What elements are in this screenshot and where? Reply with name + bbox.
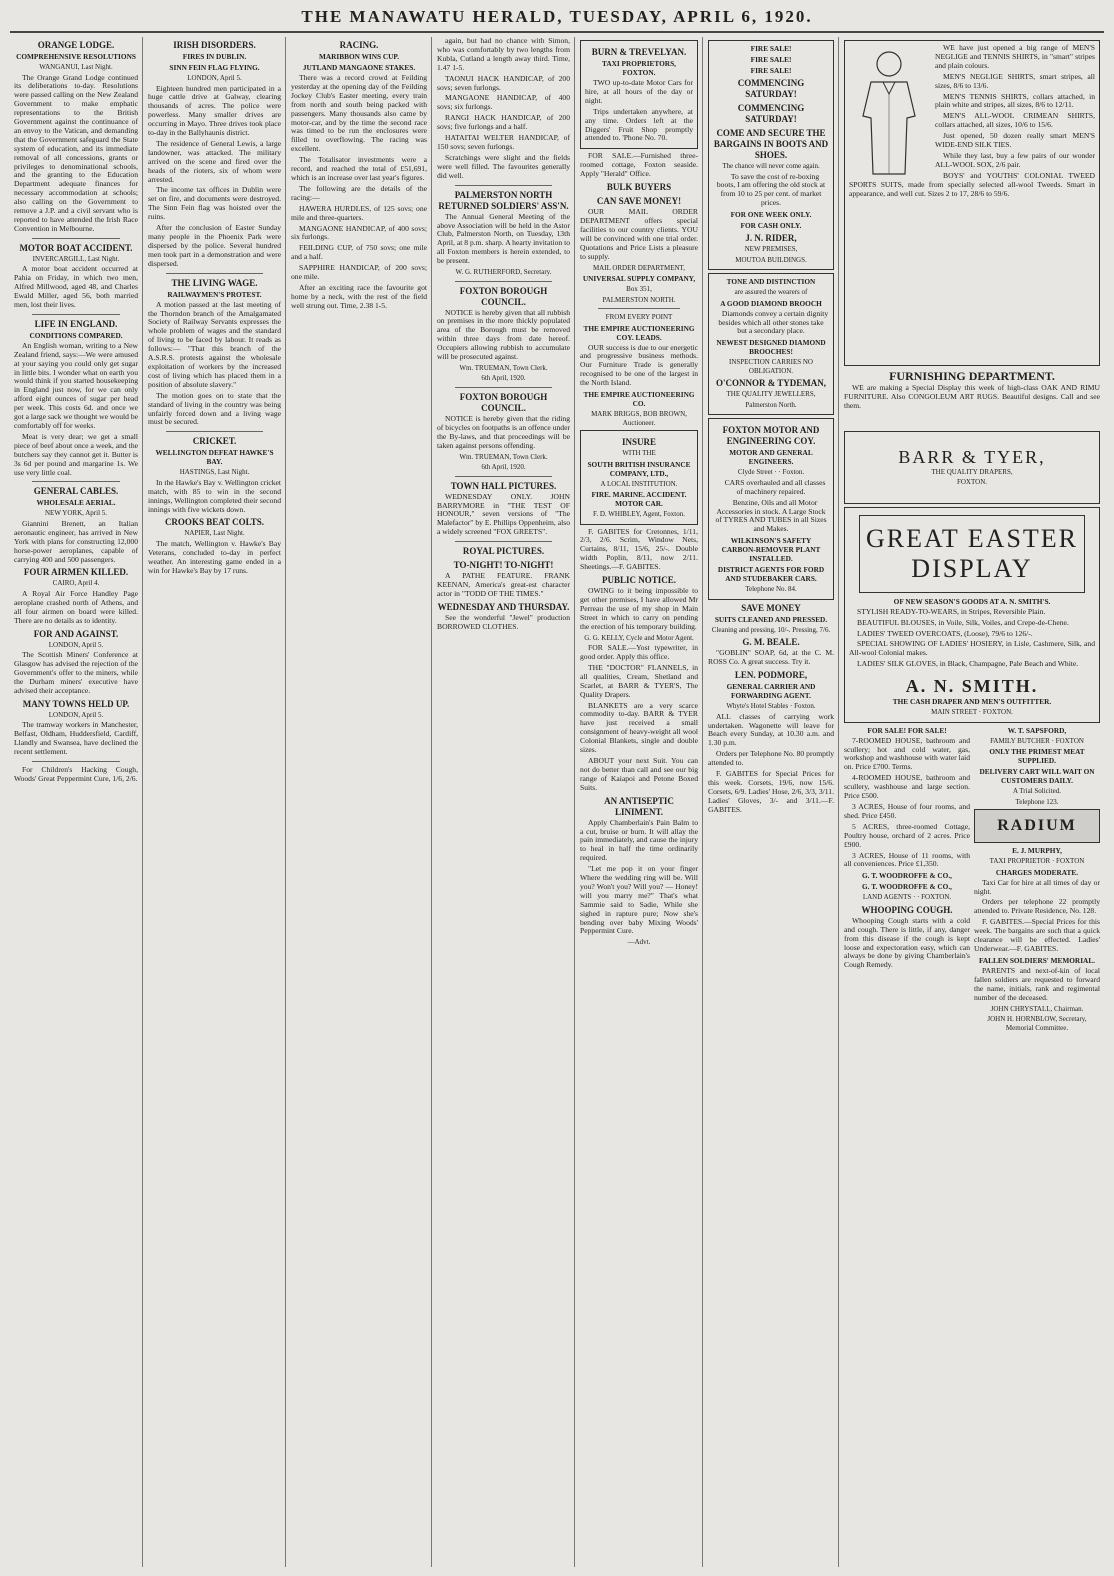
- article-body: A Royal Air Force Handley Page aeroplane crashed north of Athens, and all four airmen on board were killed. There are no details as to identity.: [14, 588, 138, 625]
- subheadline: WHOLESALE AERIAL.: [36, 498, 116, 508]
- classified-ad: FOR SALE.—Furnished three-roomed cottage, Foxton seaside. Apply "Herald" Office.: [580, 151, 698, 179]
- advert-text: Taxi Car for hire at all times of day or night.: [974, 877, 1100, 896]
- column-2: [144, 37, 285, 1567]
- advert-text: "Let me pop it on your finger Where the wedding ring will be. Will you? Won't you? Will you? — Honey! will you marry me?" That's what Sammie said to Sadie, While she sighed in rapture pure; Now she's bending over baby Mixing Woods' Peppermint Cure.: [580, 864, 698, 936]
- advert-heading: WEDNESDAY AND THURSDAY.: [437, 601, 570, 612]
- advert-text: Trips undertaken anywhere, at any time. Orders left at the Diggers' Fruit Shop promptly attended to. 'Phone No. 70.: [585, 106, 693, 143]
- race-heading: FEILDING CUP, of 750 sovs; one mile and a half.: [291, 243, 427, 262]
- headline: LIFE IN ENGLAND.: [34, 318, 118, 329]
- divider: [32, 314, 120, 315]
- advert-line: GENERAL CARRIER AND FORWARDING AGENT.: [726, 682, 816, 701]
- headline: FOR AND AGAINST.: [33, 628, 119, 639]
- advert-heading: A. N. SMITH.: [905, 676, 1039, 697]
- column-divider: [431, 37, 432, 1567]
- article-body: After the conclusion of Easter Sunday many people in the Phoenix Park were dispersed by the police. Several hundred men took part in a demonstration and were dispersed.: [148, 223, 281, 268]
- advert-text: While they last, buy a few pairs of our wonder ALL-WOOL SOX, 2/6 pair.: [935, 150, 1095, 169]
- race-heading: HAWERA HURDLES, of 125 sovs; one mile and three-quarters.: [291, 203, 427, 222]
- article-body: The Scottish Miners' Conference at Glasgow has advised the rejection of the Government's offer to the miners, while the Durham miners' executive have advised their acceptance.: [14, 650, 138, 695]
- advert-line: A LOCAL INSTITUTION.: [600, 479, 678, 488]
- headline: GENERAL CABLES.: [33, 486, 119, 497]
- advert-line: F. D. WHIBLEY, Agent, Foxton.: [593, 510, 685, 519]
- headline: CROOKS BEAT COLTS.: [164, 517, 265, 528]
- advert-heading: FOR SALE! FOR SALE!: [867, 725, 947, 735]
- classified-ad: F. GABITES.—Special Prices for this week. The bargains are such that a quick clearance will be effected. Ladies' Underwear.—F. GABITES.: [974, 917, 1100, 953]
- advert-line: —Advt.: [627, 938, 651, 947]
- advert-heading: TONE AND DISTINCTION: [726, 277, 816, 287]
- advert-line: Cleaning and pressing, 10/-. Pressing, 7/6.: [711, 625, 831, 634]
- advert-line: CHARGES MODERATE.: [995, 867, 1079, 877]
- advert-line: PALMERSTON NORTH.: [602, 295, 676, 304]
- advert-line: INSPECTION CARRIES NO OBLIGATION.: [728, 358, 813, 375]
- dateline: NAPIER, Last Night.: [184, 529, 245, 538]
- advert-line: Box 351,: [626, 285, 652, 293]
- column-4: [433, 37, 574, 1567]
- advert-line: FOR CASH ONLY.: [740, 221, 802, 231]
- advert-text: See the wonderful "Jewel" production BORROWED CLOTHES.: [437, 612, 570, 631]
- advert-line: FIRE. MARINE. ACCIDENT. MOTOR CAR.: [591, 490, 687, 509]
- advert-text: LADIES' SILK GLOVES, in Black, Champagne, Pale Beach and White.: [857, 659, 1079, 669]
- notice-signature: Wm. TRUEMAN, Town Clerk.: [459, 452, 548, 461]
- advert-line: ONLY THE PRIMEST MEAT SUPPLIED.: [989, 747, 1085, 766]
- masthead: THE MANAWATU HERALD, TUESDAY, APRIL 6, 1920.: [301, 7, 813, 26]
- race-heading: MANGAONE HANDICAP, of 400 sovs; six furlongs.: [437, 93, 570, 112]
- advert-heading: A GOOD DIAMOND BROOCH: [720, 298, 822, 308]
- notice-heading: FOXTON BOROUGH COUNCIL.: [459, 285, 548, 307]
- subheadline: WELLINGTON DEFEAT HAWKE'S BAY.: [155, 448, 274, 467]
- advert-heading: DISPLAY: [911, 553, 1033, 583]
- advert-text: A PATHE FEATURE. FRANK KEENAN, America's great-est character actor in "TODD OF THE TIMES.": [437, 571, 570, 598]
- dateline: LONDON, April 5.: [187, 74, 242, 82]
- subheadline: RAILWAYMEN'S PROTEST.: [167, 289, 262, 299]
- article-body: The match, Wellington v. Hawke's Bay Veterans, concluded to-day in perfect weather. An interesting game ended in a win for Hawke's Bay by 17 runs.: [148, 538, 281, 575]
- property-listing: 5 ACRES, three-roomed Cottage, Poultry house, orchard of 2 acres. Price £900.: [844, 821, 970, 849]
- advert-heading: LEN. PODMORE,: [734, 670, 808, 681]
- advert-line: are assured the wearers of: [734, 288, 808, 297]
- advert-text: Diamonds convey a certain dignity besides which all other stones take but a secondary place.: [718, 308, 829, 336]
- advert-heading: TOWN HALL PICTURES.: [450, 480, 557, 491]
- advert-heading: W. T. SAPSFORD,: [1007, 725, 1067, 735]
- fire-sale-banner: FIRE SALE!: [750, 55, 792, 64]
- classified-ad: F. GABITES for Cretonnes, 1/11, 2/3, 2/6. Scrim, Window Nets, Curtains, 8/11, 15/6, 25/-. Double width Poplin, 8/11, now 2/11. Sheetings.—F. GABITES.: [580, 526, 698, 572]
- advert-text: BOYS' and YOUTHS' COLONIAL TWEED SPORTS SUITS, made from specially selected all-wool Tweeds. Smart in appearance, and well cut. Sizes 2 to 17, 28/6 to 59/6.: [849, 170, 1095, 198]
- article-body: There was a record crowd at Feilding yesterday at the opening day of the Feilding Jockey Club's Easter meeting, every train from north and south being packed with passengers. Many thousands also came by motor-car, and by the time the second race was timed to be run the enclosures were filled to overflowing. The racing was excellent.: [291, 73, 427, 154]
- advert-line: MAIN STREET · FOXTON.: [931, 708, 1013, 717]
- advert-line: FOXTON.: [956, 478, 987, 487]
- notice-heading: PALMERSTON NORTH RETURNED SOLDIERS' ASS'N.: [438, 189, 569, 211]
- notice-body: NOTICE is hereby given that the riding of bicycles on footpaths is an offence under the By-laws, and that proceedings will be taken against persons offending.: [437, 413, 570, 450]
- man-in-shirt-illustration: [849, 46, 929, 176]
- divider: [455, 541, 552, 542]
- advert-heading: RADIUM: [997, 817, 1077, 835]
- advert-text: TWO up-to-date Motor Cars for hire, at all hours of the day or night.: [585, 78, 693, 105]
- column-divider: [142, 37, 143, 1567]
- classified-ad: BLANKETS are a very scarce commodity to-day. BARR & TYER have just received a small consignment of heavy-weight all wool Colonial Blankets, single and double sizes.: [580, 700, 698, 755]
- article-body: A motion passed at the last meeting of the Thorndon branch of the Amalgamated Society of Railway Servants expresses the whole problem of wages and the standard of living to be faced by labour. It reads as follows:— "That this branch of the A.S.R.S. protests against the wholesale exploitation of workers by the increased cost of living which has placed them in a position of absolute slavery.": [148, 299, 281, 389]
- advert-heading: G. M. BEALE.: [742, 637, 800, 648]
- article-body: The income tax offices in Dublin were set on fire, and documents were destroyed. The Sinn Fein flag was hoisted over the ruins.: [148, 185, 281, 222]
- notice-body: The Annual General Meeting of the above Association will be held in the Astor Club, Palmerston North, on Tuesday, 13th April, at 8 p.m. sharp. A hearty invitation to all Foxton members is herein extended, to be present.: [437, 211, 570, 266]
- property-listing: 3 ACRES, House of 11 rooms, with all conveniences. Price £1,350.: [844, 850, 970, 869]
- dateline: LONDON, April 5.: [48, 710, 104, 719]
- notice-signature: Wm. TRUEMAN, Town Clerk.: [459, 363, 548, 372]
- advert-line: LAND AGENTS · · FOXTON.: [862, 893, 952, 902]
- subheadline: SINN FEIN FLAG FLYING.: [169, 63, 260, 72]
- dateline: INVERCARGILL, Last Night.: [32, 254, 120, 263]
- advert-text: OUR success is due to our energetic and progressive business methods. Our Furniture Trade is generally recognised to be one of the largest in the North Island.: [580, 342, 698, 388]
- divider: [455, 387, 552, 388]
- notice-date: 6th April, 1920.: [481, 374, 526, 383]
- classified-ad: FOR SALE.—Yost typewriter, in good order. Apply this office.: [580, 643, 698, 661]
- property-listing: 7-ROOMED HOUSE, bathroom and scullery; hot and cold water, gas, workshop and washhouse with water laid on. Price £700. Terms.: [844, 735, 970, 772]
- advert-text: SPECIAL SHOWING OF LADIES' HOSIERY, in Lisle, Cashmere, Silk, and All-wool Colonial makes.: [849, 639, 1095, 658]
- advert-heading: ROYAL PICTURES.: [462, 546, 545, 557]
- property-listing: 3 ACRES, House of four rooms, and shed. Price £450.: [844, 802, 970, 820]
- notice-body: OWING to it being impossible to get other premises, I have allowed Mr Perreau the use of my shop in Main Street in which to carry on pending the erection of his temporary building.: [580, 586, 698, 631]
- article-body: Eighteen hundred men participated in a huge cattle drive at Galway, clearing thousands of acres. The police were powerless. Many smaller drives are occurring in Mayo. Three drives took place to-day in the Ballyhaunis district.: [148, 83, 281, 138]
- advert-heading: SAVE MONEY: [741, 602, 801, 613]
- advert-heading: CAN SAVE MONEY!: [596, 196, 682, 207]
- advert-heading: BURN & TREVELYAN.: [591, 47, 687, 57]
- race-heading: HATAITAI WELTER HANDICAP, of 150 sovs; seven furlongs.: [437, 133, 570, 151]
- advert-text: Benzine, Oils and all Motor Accessories in stock. A Large Stock of TYRES AND TUBES in all Sizes and Makes.: [715, 497, 827, 534]
- race-heading: MANGAONE HANDICAP, of 400 sovs; six furlongs.: [291, 223, 427, 242]
- race-heading: SAPPHIRE HANDICAP, of 200 sovs; one mile.: [291, 263, 427, 282]
- advert-text: WEDNESDAY ONLY. JOHN BARRYMORE in "THE TEST OF HONOUR," seven versions of "The Malefactor" by E. Phillips Oppenheim, also a widely screened "FOX GREETS".: [437, 491, 570, 537]
- advert-line: NEW PREMISES,: [744, 245, 798, 254]
- advert-text: Orders per telephone 22 promptly attended to. Private Residence, No. 128.: [974, 897, 1100, 916]
- advert-text: BEAUTIFUL BLOUSES, in Voile, Silk, Voiles, and Crepe-de-Chene.: [857, 617, 1069, 627]
- article-body: An English woman, writing to a New Zealand friend, says:—We were amused at your saying you could only get sugar in little bits. I wonder what on earth you would think if you started housekeeping in England just now, for we can only afford eight ounces of sugar per head per week. This costs 6d. and once we got a large sack we thought we would be comfortably off for weeks.: [14, 340, 138, 430]
- article-body: Scratchings were slight and the fields were well filled. The favourites generally did well.: [437, 152, 570, 180]
- headline: ORANGE LODGE.: [37, 40, 115, 50]
- notice-signature: W. G. RUTHERFORD, Secretary.: [455, 268, 552, 277]
- notice-heading: FALLEN SOLDIERS' MEMORIAL.: [978, 955, 1096, 965]
- advert-text: LADIES' TWEED OVERCOATS, (Loose), 79/6 to 126/-.: [857, 628, 1033, 638]
- advert-text: CARS overhauled and all classes of machinery repaired.: [724, 477, 826, 496]
- advert-line: THE EMPIRE AUCTIONEERING CO.: [583, 390, 695, 409]
- advert-heading: GREAT EASTER: [865, 523, 1079, 553]
- divider: [32, 481, 120, 482]
- classified-ad: "GOBLIN" SOAP, 6d, at the C. M. ROSS Co. A great success. Try it.: [708, 648, 834, 667]
- race-heading: RANGI HACK HANDICAP, of 200 sovs; five furlongs and a half.: [437, 113, 570, 132]
- advert-line: Clyde Street · · Foxton.: [737, 468, 805, 477]
- subheadline: MARIBBON WINS CUP.: [318, 52, 400, 61]
- notice-heading: PUBLIC NOTICE.: [601, 575, 676, 586]
- column-divider: [574, 37, 575, 1567]
- notice-signature: JOHN CHRYSTALL, Chairman.: [990, 1004, 1084, 1013]
- headline: FOUR AIRMEN KILLED.: [23, 567, 129, 578]
- notice-signature: JOHN H. HORNBLOW, Secretary, Memorial Committee.: [987, 1015, 1087, 1032]
- advert-heading: O'CONNOR & TYDEMAN,: [715, 378, 827, 389]
- fire-sale-banner: FIRE SALE!: [750, 44, 792, 53]
- advert-heading: INSURE: [621, 437, 656, 448]
- advert-text: Orders per Telephone No. 80 promptly attended to.: [708, 749, 834, 768]
- advert-line: THE QUALITY DRAPERS,: [931, 467, 1013, 476]
- advert-line: OF NEW SEASON'S GOODS AT A. N. SMITH'S.: [893, 596, 1051, 606]
- dateline: CAIRO, April 4.: [52, 579, 100, 588]
- subheadline: COMPREHENSIVE RESOLUTIONS: [16, 52, 136, 61]
- column-5: [576, 37, 702, 1567]
- headline: RACING.: [339, 40, 379, 50]
- advert-line: TAXI PROPRIETOR · FOXTON: [989, 857, 1085, 866]
- notice-body: PARENTS and next-of-kin of local fallen soldiers are requested to forward the name, initials, rank and regimental number of the deceased.: [974, 965, 1100, 1002]
- dateline: WANGANUI, Last Night.: [39, 63, 113, 71]
- column-3: [287, 37, 431, 1567]
- subheadline: JUTLAND MANGAONE STAKES.: [302, 63, 416, 72]
- advert-line: FOR ONE WEEK ONLY.: [730, 210, 812, 220]
- article-body: The tramway workers in Manchester, Belfast, Oldham, Huddersfield, Cardiff, Llandly and Swansea, have declined the recent settlement.: [14, 720, 138, 756]
- advert-text: For Children's Hacking Cough, Woods' Great Peppermint Cure, 1/6, 2/6.: [14, 764, 138, 783]
- divider: [166, 273, 263, 274]
- article-body: Giannini Brenett, an Italian aeronautic engineer, has arrived in New York with plans for constructing 12,000 horse-power aeroplanes, capable of carrying 400 and 500 passengers.: [14, 518, 138, 564]
- article-body: The residence of General Lewis, a large landowner, was attacked. The military arrived on the scene and fired over the heads of the rioters, six of whom were arrested.: [148, 138, 281, 184]
- advert-heading: J. N. RIDER,: [745, 233, 797, 244]
- advert-heading: BULK BUYERS: [606, 182, 672, 193]
- article-body: After an exciting race the favourite got home by a neck, with the rest of the field well strung out. Time, 2.38 1-5.: [291, 282, 427, 310]
- masthead-rule: [10, 31, 1104, 33]
- advert-line: DELIVERY CART WILL WAIT ON CUSTOMERS DAILY.: [979, 767, 1095, 786]
- advert-line: Telephone No. 84.: [745, 585, 797, 594]
- advert-text: OUR MAIL ORDER DEPARTMENT offers special facilities to our country clients. YOU will be convinced with one trial order. Quotations and Price Lists a pleasure to supply.: [580, 207, 698, 261]
- advert-heading: FOXTON MOTOR AND ENGINEERING COY.: [722, 425, 820, 447]
- column-divider: [285, 37, 286, 1567]
- advert-text: To save the cost of re-boxing boots, I am offering the old stock at from 10 to 25 per cent. of market prices.: [716, 171, 826, 208]
- advert-line: A Trial Solicited.: [1012, 787, 1062, 796]
- divider: [598, 308, 680, 309]
- notice-signature: G. G. KELLY, Cycle and Motor Agent.: [584, 633, 694, 642]
- advert-heading: COME AND SECURE THE BARGAINS IN BOOTS AND SHOES.: [713, 128, 829, 160]
- dateline: NEW YORK, April 5.: [44, 509, 108, 518]
- column-1: [10, 37, 142, 1567]
- advert-heading: FURNISHING DEPARTMENT.: [889, 369, 1055, 383]
- advert-line: DISTRICT AGENTS FOR FORD AND STUDEBAKER CARS.: [717, 565, 825, 584]
- column-divider: [702, 37, 703, 1567]
- fire-sale-banner: FIRE SALE!: [750, 66, 792, 75]
- advert-line: FAMILY BUTCHER · FOXTON: [990, 736, 1084, 745]
- advert-heading: COMMENCING SATURDAY!: [737, 78, 805, 99]
- article-body: The motion goes on to state that the standard of living in the country was being unfairly forced down and a living wage must be secured.: [148, 390, 281, 427]
- classified-ad: THE "DOCTOR" FLANNELS, in all qualities, Cream, Shetland and Scarlet, at BARR & TYER'S, The Quality Drapers.: [580, 662, 698, 699]
- advert-line: FROM EVERY POINT: [605, 313, 673, 321]
- advert-text: Apply Chamberlain's Pain Balm to a cut, bruise or burn. It will allay the pain immediately, and cause the injury to heal in half the time ordinarily required.: [580, 817, 698, 863]
- advert-text: MEN'S ALL-WOOL CRIMEAN SHIRTS, collars attached, all sizes, 10/6 to 15/6.: [935, 111, 1095, 130]
- advert-text: ALL classes of carrying work undertaken. Wagonette will leave for Beach every Sunday, at 10.30 a.m. and 1.30 p.m.: [708, 711, 834, 748]
- headline: CRICKET.: [192, 436, 237, 447]
- subheadline: FIRES IN DUBLIN.: [182, 52, 247, 61]
- dateline: HASTINGS, Last Night.: [179, 468, 250, 477]
- advert-line: WITH THE: [622, 449, 656, 458]
- advert-heading: TO-NIGHT! TO-NIGHT!: [453, 560, 554, 571]
- advert-heading: AN ANTISEPTIC LINIMENT.: [604, 795, 674, 817]
- article-body: A motor boat accident occurred at Pahia on Friday, in which two men, Alfred Millwood, aged 48, and Charles Ewald Miller, aged 56, both married men, lost their lives.: [14, 264, 138, 309]
- divider: [32, 238, 120, 239]
- article-body: The Totalisator investments were a record, and reached the total of £51,691, which is an increase over last year's figures.: [291, 155, 427, 182]
- advert-subheading: TAXI PROPRIETORS, FOXTON.: [602, 59, 676, 77]
- advert-line: SOUTH BRITISH INSURANCE COMPANY, LTD.,: [587, 459, 691, 478]
- advert-line: UNIVERSAL SUPPLY COMPANY,: [582, 274, 696, 283]
- headline: MOTOR BOAT ACCIDENT.: [19, 242, 133, 253]
- advert-line: THE QUALITY JEWELLERS,: [726, 390, 816, 399]
- article-body: The Orange Grand Lodge continued its deliberations to-day. Resolutions were passed calling on the New Zealand Government to make emphatic representations to the British Government against the continuance of an envoy to the Vatican, and demanding that the Government safeguard the State system of education, and its immediate removal of all concessions, grants or privileges to denominational schools, and the granting to the Education Department adequate finances for necessary accommodation at schools; also calling on the Government to remove a J.P. and a civil servant who is reported to have attended the Irish Race Convention in Melbourne.: [14, 72, 138, 233]
- headline: MANY TOWNS HELD UP.: [22, 698, 130, 709]
- column-7: [840, 37, 1104, 1567]
- classified-ad: F. GABITES for Special Prices for this week. Corsets, 19/6, now 15/6. Corsets, 6/9. Ladies' Hose, 2/6, 3/3, 3/11. Ladies' Gloves, 3/- and 3/11.—F. GABITES.: [708, 769, 834, 814]
- divider: [32, 761, 120, 762]
- advert-line: SUITS CLEANED AND PRESSED.: [714, 614, 828, 624]
- advert-line: The chance will never come again.: [722, 162, 820, 170]
- article-body: again, but had no chance with Simon, who was comfortably by two lengths from Kubla, Cutland a length away third. Time, 1.47 1-5.: [437, 37, 570, 72]
- classified-ad: ABOUT your next Suit. You can not do better than call and see our big range of Kaiapoi and Petone Boxed Suits.: [580, 755, 698, 792]
- advert-heading: WHOOPING COUGH.: [861, 904, 953, 915]
- property-listing: 4-ROOMED HOUSE, bathroom and scullery, washhouse and large section. Price £500.: [844, 773, 970, 801]
- advert-heading: COMMENCING SATURDAY!: [737, 103, 805, 124]
- headline: THE LIVING WAGE.: [171, 277, 258, 288]
- advert-text: Just opened, 50 dozen really smart MEN'S WIDE-END SILK TIES.: [935, 131, 1095, 150]
- advert-line: WILKINSON'S SAFETY CARBON-REMOVER PLANT INSTALLED.: [721, 536, 821, 564]
- headline: IRISH DISORDERS.: [173, 40, 256, 50]
- column-6: [704, 37, 838, 1567]
- advert-text: WE are making a Special Display this week of high-class OAK AND RIMU FURNITURE. Also CONGOLEUM ART RUGS. Beautiful designs. Call and see them.: [844, 383, 1100, 410]
- advert-line: THE CASH DRAPER AND MEN'S OUTFITTER.: [892, 697, 1052, 707]
- divider: [166, 431, 263, 432]
- advert-line: G. T. WOODROFFE & CO.,: [862, 882, 952, 892]
- advert-text: MEN'S TENNIS SHIRTS, collars attached, in plain white and stripes, all sizes, 8/6 to 12/11.: [935, 91, 1095, 110]
- advert-heading: E. J. MURPHY,: [1012, 846, 1062, 856]
- advert-line: MAIL ORDER DEPARTMENT,: [592, 263, 686, 272]
- article-body: The following are the details of the racing:—: [291, 183, 427, 202]
- race-heading: TAONUI HACK HANDICAP, of 200 sovs; seven furlongs.: [437, 73, 570, 92]
- advert-line: Whyte's Hotel Stables · Foxton.: [726, 702, 816, 711]
- article-body: In the Hawke's Bay v. Wellington cricket match, with 85 to win in the second innings, Wellington completed their second innings with five wickets down.: [148, 477, 281, 514]
- divider: [455, 476, 552, 477]
- notice-body: NOTICE is hereby given that all rubbish on premises in the more thickly populated area of the Borough must be removed within three days from date hereof. Occupiers allowing rubbish to accumulate will be prosecuted against.: [437, 307, 570, 362]
- advert-heading: THE EMPIRE AUCTIONEERING COY. LEADS.: [583, 323, 695, 342]
- advert-heading: BARR & TYER,: [898, 446, 1046, 467]
- advert-line: G. T. WOODROFFE & CO.,: [862, 871, 952, 881]
- advert-line: MARK BRIGGS, BOB BROWN, Auctioneer.: [591, 410, 687, 427]
- advert-line: MOUTOA BUILDINGS.: [735, 255, 807, 264]
- advert-text: Whooping Cough starts with a cold and cough. There is little, if any, danger from this disease if the cough is kept loose and expectoration easy, which can always be done by giving Chamberlain's Cough Remedy.: [844, 915, 970, 970]
- notice-heading: FOXTON BOROUGH COUNCIL.: [459, 391, 548, 413]
- advert-text: MEN'S NEGLIGE SHIRTS, smart stripes, all sizes, 8/6 to 13/6.: [935, 71, 1095, 90]
- advert-line: NEWEST DESIGNED DIAMOND BROOCHES!: [716, 338, 826, 357]
- advert-text: STYLISH READY-TO-WEARS, in Stripes, Reversible Plain.: [857, 606, 1046, 616]
- divider: [455, 281, 552, 282]
- advert-text: WE have just opened a big range of MEN'S NEGLIGE and TENNIS SHIRTS, in "smart" stripes and plain colours.: [935, 43, 1095, 70]
- column-divider: [838, 37, 839, 1567]
- advert-line: Telephone 123.: [1015, 797, 1059, 806]
- divider: [455, 185, 552, 186]
- notice-date: 6th April, 1920.: [481, 463, 526, 472]
- advert-line: MOTOR AND GENERAL ENGINEERS.: [729, 448, 813, 467]
- advert-line: Palmerston North.: [745, 400, 797, 409]
- subheadline: CONDITIONS COMPARED.: [29, 330, 123, 340]
- article-body: Meat is very dear; we get a small piece of beef about once a week, and the butchers say they cannot get it. Butter is 3s 6d per pound and margarine 1s. We use very little coal.: [14, 431, 138, 477]
- dateline: LONDON, April 5.: [48, 640, 104, 649]
